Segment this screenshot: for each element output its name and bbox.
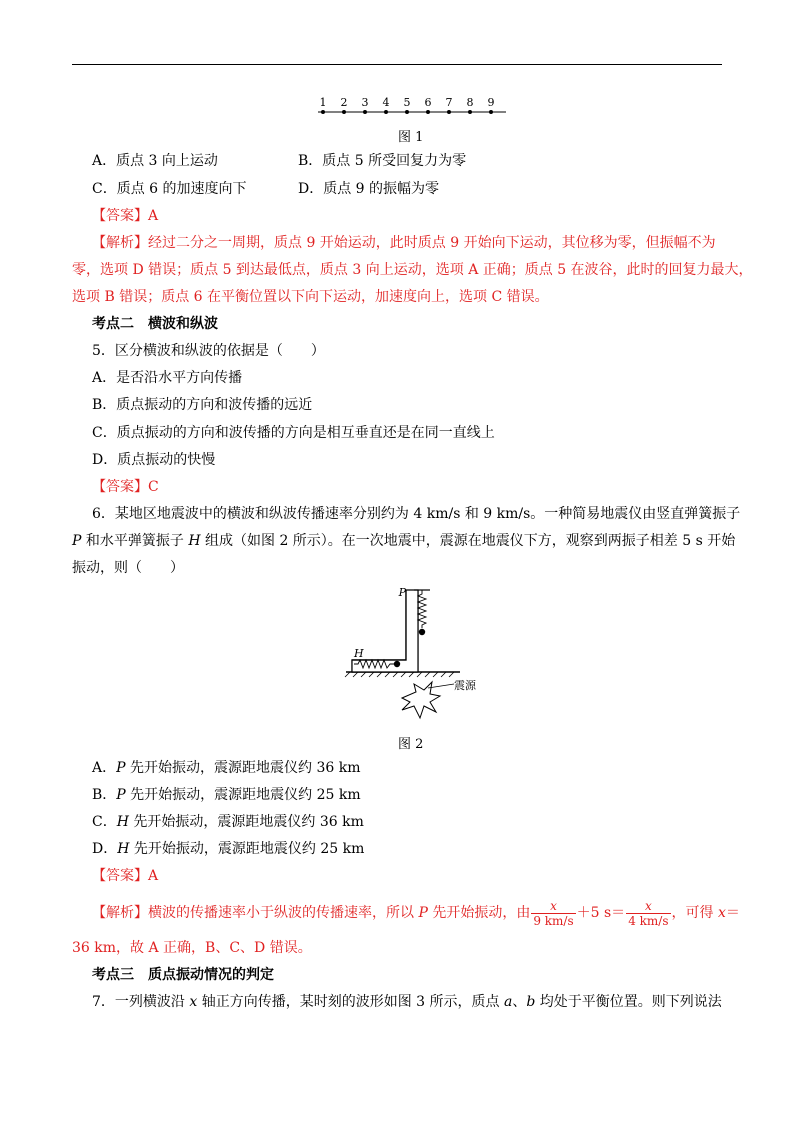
- q4-option-a: A．质点 3 向上运动: [92, 153, 218, 169]
- particle-label-6: 6: [424, 96, 432, 109]
- option-letter: C．: [92, 814, 117, 830]
- header-rule: [72, 64, 722, 65]
- analysis-text: 横波的传播速率小于纵波的传播速率，所以: [148, 905, 419, 921]
- particle-label-1: 1: [319, 96, 327, 109]
- fraction-2: [626, 899, 670, 928]
- label-p: P: [398, 586, 406, 599]
- q6-option-a: [92, 759, 360, 777]
- numerator: x: [531, 899, 575, 914]
- option-text: 先开始振动，震源距地震仪约 36 km: [125, 760, 361, 776]
- option-letter: D．: [92, 841, 118, 857]
- particle-label-3: 3: [361, 96, 369, 109]
- q6-analysis-line-2: 36 km，故 A 正确，B、C、D 错误。: [72, 940, 312, 956]
- var: H: [117, 841, 130, 857]
- denominator: 4 km/s: [628, 913, 669, 928]
- var-h: H: [188, 533, 201, 549]
- particle-dot-3: [363, 110, 367, 114]
- figure-2-seismometer: [340, 584, 490, 724]
- option-text: 先开始振动，震源距地震仪约 36 km: [128, 814, 364, 830]
- particle-label-2: 2: [340, 96, 348, 109]
- stem-text: 和水平弹簧振子: [81, 533, 189, 549]
- q5-option-d: D．质点振动的快慢: [92, 452, 216, 468]
- q4-option-d: D．质点 9 的振幅为零: [298, 181, 440, 197]
- var-x: x: [717, 905, 726, 921]
- q5-option-a: A．是否沿水平方向传播: [92, 370, 243, 386]
- option-letter: A．: [92, 760, 117, 776]
- section-2-title: 考点二 横波和纵波: [92, 316, 218, 332]
- q6-stem-line-1: 6．某地区地震波中的横波和纵波传播速率分别约为 4 km/s 和 9 km/s。一种简易地震仪由竖直弹簧振子: [92, 506, 741, 522]
- label-source: 震源: [454, 679, 476, 692]
- stem-text: 组成（如图 2 所示）。在一次地震中，震源在地震仪下方，观察到两振子相差 5 s 开始: [200, 533, 736, 549]
- q6-answer: 【答案】A: [92, 868, 159, 884]
- particle-label-8: 8: [466, 96, 474, 109]
- var: P: [116, 760, 126, 776]
- particle-label-5: 5: [403, 96, 411, 109]
- q6-analysis-line-1: [92, 898, 740, 928]
- q6-option-c: [92, 813, 364, 831]
- var-a: a: [503, 994, 513, 1010]
- analysis-text: ＝: [725, 905, 740, 921]
- analysis-text: ＋5 s＝: [576, 905, 626, 921]
- analysis-tag: 【解析】: [92, 235, 148, 251]
- analysis-text: 经过二分之一周期，质点 9 开始运动，此时质点 9 开始向下运动，其位移为零，但振幅不为: [148, 235, 716, 251]
- denominator: 9 km/s: [533, 913, 574, 928]
- q4-analysis-line-2: 零，选项 D 错误；质点 5 到达最低点，质点 3 向上运动，选项 A 正确；质点 5 在波谷，此时的回复力最大，: [72, 262, 753, 278]
- q6-option-d: [92, 840, 364, 858]
- mass-h: [394, 661, 400, 667]
- q6-stem-line-3: 振动，则（ ）: [72, 560, 184, 576]
- var-b: b: [526, 994, 536, 1010]
- particle-dot-7: [447, 110, 451, 114]
- q6-option-b: [92, 786, 361, 804]
- particle-label-9: 9: [487, 96, 495, 109]
- option-text: 先开始振动，震源距地震仪约 25 km: [125, 787, 361, 803]
- q4-option-c: C．质点 6 的加速度向下: [92, 181, 247, 197]
- var-x: x: [189, 994, 198, 1010]
- particle-dot-6: [426, 110, 430, 114]
- q5-option-c: C．质点振动的方向和波传播的方向是相互垂直还是在同一直线上: [92, 425, 495, 441]
- analysis-text: 先开始振动，由: [427, 905, 531, 921]
- section-3-title: 考点三 质点振动情况的判定: [92, 967, 274, 983]
- particle-dot-2: [342, 110, 346, 114]
- fraction-1: [531, 899, 575, 928]
- figure-2-caption: 图 2: [398, 737, 424, 752]
- q5-option-b: B．质点振动的方向和波传播的远近: [92, 397, 313, 413]
- option-text: 先开始振动，震源距地震仪约 25 km: [129, 841, 365, 857]
- q4-option-b: B．质点 5 所受回复力为零: [298, 153, 467, 169]
- var-p: P: [418, 905, 428, 921]
- q5-answer: 【答案】C: [92, 479, 159, 495]
- analysis-text: ，可得: [671, 905, 718, 921]
- q7-stem: [92, 993, 722, 1011]
- stem-text: 7．一列横波沿: [92, 994, 190, 1010]
- q4-analysis-line-1: [92, 234, 716, 252]
- particle-dot-5: [405, 110, 409, 114]
- mass-p: [419, 629, 425, 635]
- figure-1-particles: [310, 94, 510, 118]
- particle-label-7: 7: [445, 96, 453, 109]
- stem-text: 轴正方向传播，某时刻的波形如图 3 所示，质点: [197, 994, 504, 1010]
- analysis-tag: 【解析】: [92, 905, 148, 921]
- particle-dot-4: [384, 110, 388, 114]
- q4-answer: 【答案】A: [92, 208, 159, 224]
- particle-dot-1: [321, 110, 325, 114]
- particle-label-4: 4: [382, 96, 390, 109]
- q6-stem-line-2: [72, 532, 735, 550]
- var: P: [116, 787, 126, 803]
- var-p: P: [72, 533, 82, 549]
- stem-text: 、: [512, 994, 527, 1010]
- option-letter: B．: [92, 787, 117, 803]
- var: H: [116, 814, 129, 830]
- numerator: x: [626, 899, 670, 914]
- label-h: H: [354, 647, 364, 660]
- particle-dot-8: [468, 110, 472, 114]
- q5-stem: 5．区分横波和纵波的依据是（ ）: [92, 343, 325, 359]
- particle-dot-9: [489, 110, 493, 114]
- q4-analysis-line-3: 选项 B 错误；质点 6 在平衡位置以下向下运动，加速度向上，选项 C 错误。: [72, 289, 549, 305]
- figure-1-caption: 图 1: [398, 130, 424, 145]
- stem-text: 均处于平衡位置。则下列说法: [535, 994, 722, 1010]
